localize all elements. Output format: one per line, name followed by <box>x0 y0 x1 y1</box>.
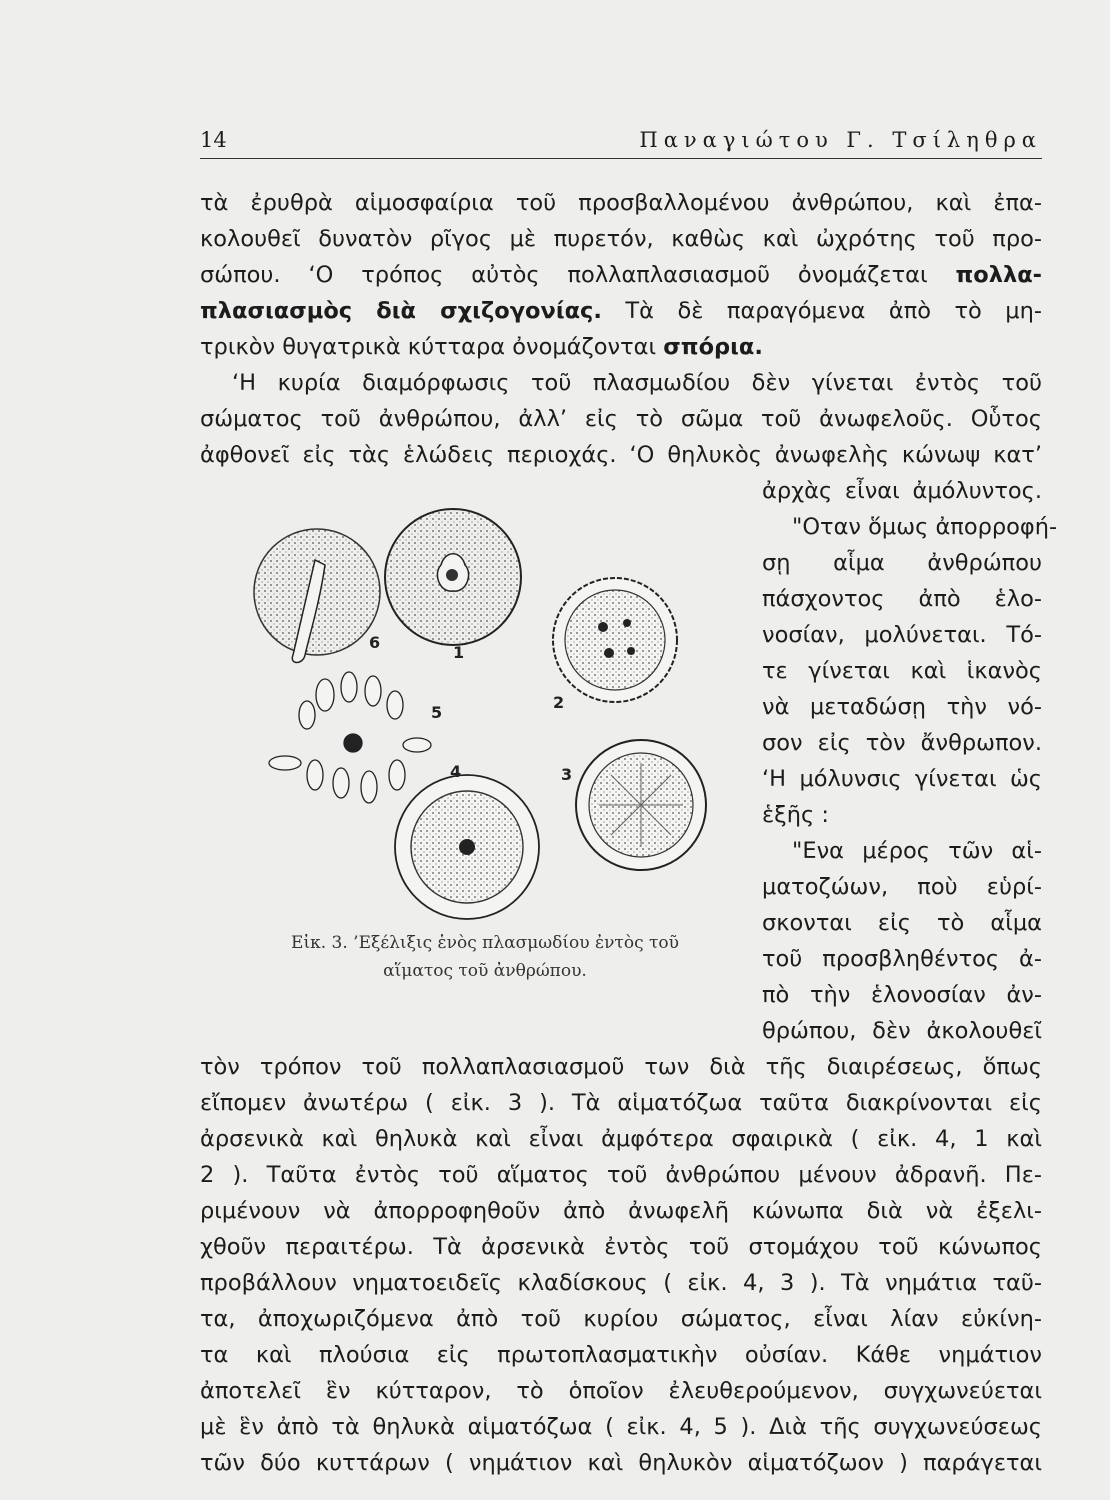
body-line: τὸν τρόπον τοῦ πολλαπλασιασμοῦ των διὰ τῆς διαιρέσεως, ὅπως <box>200 1054 1042 1080</box>
figure-label-1: 1 <box>453 643 465 662</box>
bold-term: πλασιασμὸς διὰ σχιζογονίας. <box>200 298 602 324</box>
figure-label-4: 4 <box>450 762 462 781</box>
side-line: "Ενα μέρος τῶν αἱ- <box>792 838 1042 864</box>
cell-1-drawing <box>385 509 521 645</box>
side-line: νὰ μεταδώσῃ τὴν νό- <box>762 694 1042 720</box>
side-line: ‘Η μόλυνσις γίνεται ὡς <box>762 766 1042 792</box>
page-number: 14 <box>200 128 227 152</box>
bold-term: σπόρια. <box>663 334 763 360</box>
figure-label-5: 5 <box>431 703 443 722</box>
body-line: ἀφθονεῖ εἰς τὰς ἑλώδεις περιοχάς. ‘Ο θηλυκὸς ἀνωφελὴς κώνωψ κατ’ <box>200 442 1042 468</box>
body-line: μὲ ἓν ἀπὸ τὰ θηλυκὰ αἱματόζωα ( εἰκ. 4, 5 ). Διὰ τῆς συγχωνεύσεως <box>200 1414 1042 1440</box>
side-line: ἑξῆς : <box>762 802 829 828</box>
side-line: ματοζώων, ποὺ εὑρί- <box>762 874 1042 900</box>
body-line: προβάλλουν νηματοειδεῖς κλαδίσκους ( εἰκ. 4, 3 ). Τὰ νημάτια ταῦ- <box>200 1270 1042 1296</box>
plasmodium-figure <box>245 505 715 925</box>
body-line: πλασιασμὸς διὰ σχιζογονίας. Τὰ δὲ παραγόμενα ἀπὸ τὸ μη- <box>200 298 1043 324</box>
side-line: θρώπου, δὲν ἀκολουθεῖ <box>762 1018 1042 1044</box>
side-line: πάσχοντος ἀπὸ ἑλο- <box>762 586 1042 612</box>
side-line: σκονται εἰς τὸ αἷμα <box>762 910 1042 936</box>
page-header <box>200 124 1042 160</box>
body-line: 2 ). Ταῦτα ἐντὸς τοῦ αἵματος τοῦ ἀνθρώπου μένουν ἀδρανῆ. Πε- <box>200 1162 1042 1188</box>
body-line: τρικὸν θυγατρικὰ κύτταρα ὀνομάζονται σπόρια. <box>200 334 763 360</box>
body-line: εἴπομεν ἀνωτέρω ( εἰκ. 3 ). Τὰ αἱματόζωα ταῦτα διακρίνονται εἰς <box>200 1090 1042 1116</box>
figure-label-3: 3 <box>561 765 573 784</box>
body-line: κολουθεῖ δυνατὸν ρῖγος μὲ πυρετόν, καθὼς καὶ ὠχρότης τοῦ προ- <box>200 226 1042 252</box>
figure-caption-line1: Εἰκ. 3. ’Εξέλιξις ἑνὸς πλασμωδίου ἐντὸς τοῦ <box>291 933 679 953</box>
side-line: σον εἰς τὸν ἄνθρωπον. <box>762 730 1042 756</box>
figure-caption-line2: αἵματος τοῦ ἀνθρώπου. <box>383 961 587 981</box>
cell-5-drawing <box>269 672 431 803</box>
body-line: τα καὶ πλούσια εἰς πρωτοπλασματικὴν οὐσίαν. Κάθε νημάτιον <box>200 1342 1042 1368</box>
figure-label-6: 6 <box>369 633 381 652</box>
side-line: τε γίνεται καὶ ἱκανὸς <box>762 658 1042 684</box>
cell-3-drawing <box>576 740 706 870</box>
cell-6-drawing <box>254 529 380 663</box>
side-line: νοσίαν, μολύνεται. Τό- <box>762 622 1042 648</box>
body-line: ἀποτελεῖ ἓν κύτταρον, τὸ ὁποῖον ἐλευθερούμενον, συγχωνεύεται <box>200 1378 1042 1404</box>
body-line: τῶν δύο κυττάρων ( νημάτιον καὶ θηλυκὸν αἱματόζωον ) παράγεται <box>200 1450 1042 1476</box>
body-line: τὰ ἐρυθρὰ αἱμοσφαίρια τοῦ προσβαλλομένου ἀνθρώπου, καὶ ἐπα- <box>200 190 1042 216</box>
header-rule <box>200 158 1042 159</box>
running-head: Παναγιώτου Γ. Τσίληθρα <box>639 128 1042 152</box>
side-line: τοῦ προσβληθέντος ἀ- <box>762 946 1042 972</box>
cell-2-drawing <box>553 578 677 702</box>
bold-term: πολλα- <box>955 262 1042 288</box>
side-line: "Οταν ὅμως ἀπορροφή- <box>792 514 1058 540</box>
body-line: ‘Η κυρία διαμόρφωσις τοῦ πλασμωδίου δὲν γίνεται ἐντὸς τοῦ <box>232 370 1042 396</box>
side-line: σῃ αἷμα ἀνθρώπου <box>762 550 1042 576</box>
body-line: ριμένουν νὰ ἀπορροφηθοῦν ἀπὸ ἀνωφελῆ κώνωπα διὰ νὰ ἐξελι- <box>200 1198 1042 1224</box>
side-line: πὸ τὴν ἑλονοσίαν ἀν- <box>762 982 1042 1008</box>
side-line: ἀρχὰς εἶναι ἀμόλυντος. <box>762 478 1042 504</box>
figure-label-2: 2 <box>553 693 565 712</box>
body-line: χθοῦν περαιτέρω. Τὰ ἀρσενικὰ ἐντὸς τοῦ στομάχου τοῦ κώνωπος <box>200 1234 1042 1260</box>
body-line: ἀρσενικὰ καὶ θηλυκὰ καὶ εἶναι ἀμφότερα σφαιρικὰ ( εἰκ. 4, 1 καὶ <box>200 1126 1042 1152</box>
cell-4-drawing <box>395 775 539 919</box>
body-line: σώπου. ‘Ο τρόπος αὐτὸς πολλαπλασιασμοῦ ὀνομάζεται πολλα- <box>200 262 1042 288</box>
body-line: τα, ἀποχωριζόμενα ἀπὸ τοῦ κυρίου σώματος, εἶναι λίαν εὐκίνη- <box>200 1306 1042 1332</box>
body-line: σώματος τοῦ ἀνθρώπου, ἀλλ’ εἰς τὸ σῶμα τοῦ ἀνωφελοῦς. Οὗτος <box>200 406 1042 432</box>
